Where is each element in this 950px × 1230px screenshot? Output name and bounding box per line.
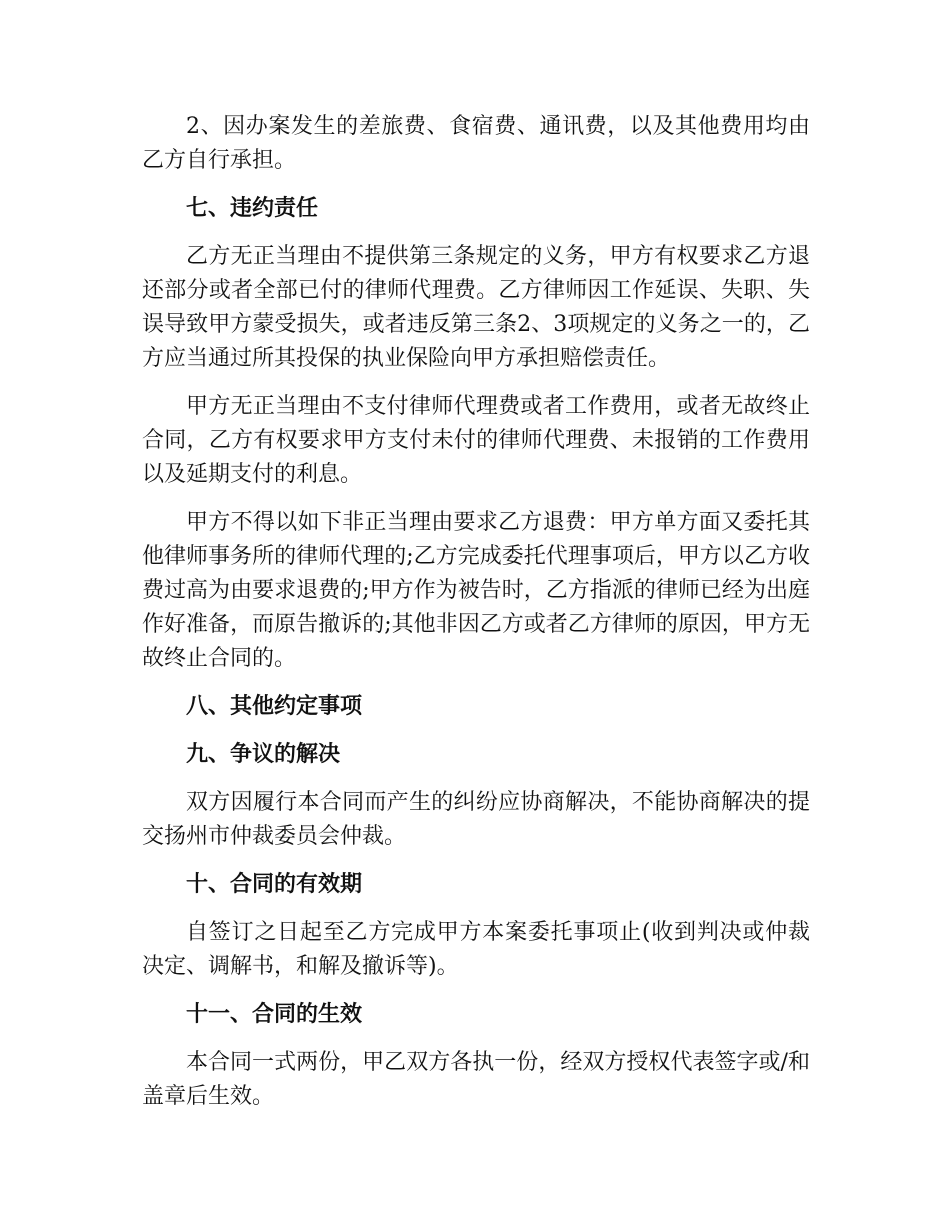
paragraph-expenses: 2、因办案发生的差旅费、食宿费、通讯费，以及其他费用均由乙方自行承担。 <box>142 114 810 173</box>
document-page <box>142 110 810 1128</box>
heading-validity-period: 十、合同的有效期 <box>186 872 363 897</box>
heading-effectiveness: 十一、合同的生效 <box>186 1002 363 1027</box>
paragraph-arbitration: 双方因履行本合同而产生的纠纷应协商解决，不能协商解决的提交扬州市仲裁委员会仲裁。 <box>142 790 810 849</box>
heading-breach-liability: 七、违约责任 <box>186 196 319 221</box>
paragraph-party-a-breach: 甲方无正当理由不支付律师代理费或者工作费用，或者无故终止合同，乙方有权要求甲方支付未付的律师代理费、未报销的工作费用以及延期支付的利息。 <box>142 394 810 487</box>
paragraph-effectiveness: 本合同一式两份，甲乙双方各执一份，经双方授权代表签字或/和盖章后生效。 <box>142 1050 810 1109</box>
heading-dispute-resolution: 九、争议的解决 <box>186 742 341 767</box>
paragraph-refund-restrictions: 甲方不得以如下非正当理由要求乙方退费：甲方单方面又委托其他律师事务所的律师代理的;乙方完成委托代理事项后，甲方以乙方收费过高为由要求退费的;甲方作为被告时，乙方指派的律师已经为出庭作好准备，而原告撤诉的;其他非因乙方或者乙方律师的原因，甲方无故终止合同的。 <box>142 510 810 671</box>
paragraph-validity-period: 自签订之日起至乙方完成甲方本案委托事项止(收到判决或仲裁决定、调解书，和解及撤诉等)。 <box>142 920 810 979</box>
paragraph-party-b-breach: 乙方无正当理由不提供第三条规定的义务，甲方有权要求乙方退还部分或者全部已付的律师代理费。乙方律师因工作延误、失职、失误导致甲方蒙受损失，或者违反第三条2、3项规定的义务之一的，乙方应当通过所其投保的执业保险向甲方承担赔偿责任。 <box>142 244 810 371</box>
heading-other-matters: 八、其他约定事项 <box>186 694 363 719</box>
